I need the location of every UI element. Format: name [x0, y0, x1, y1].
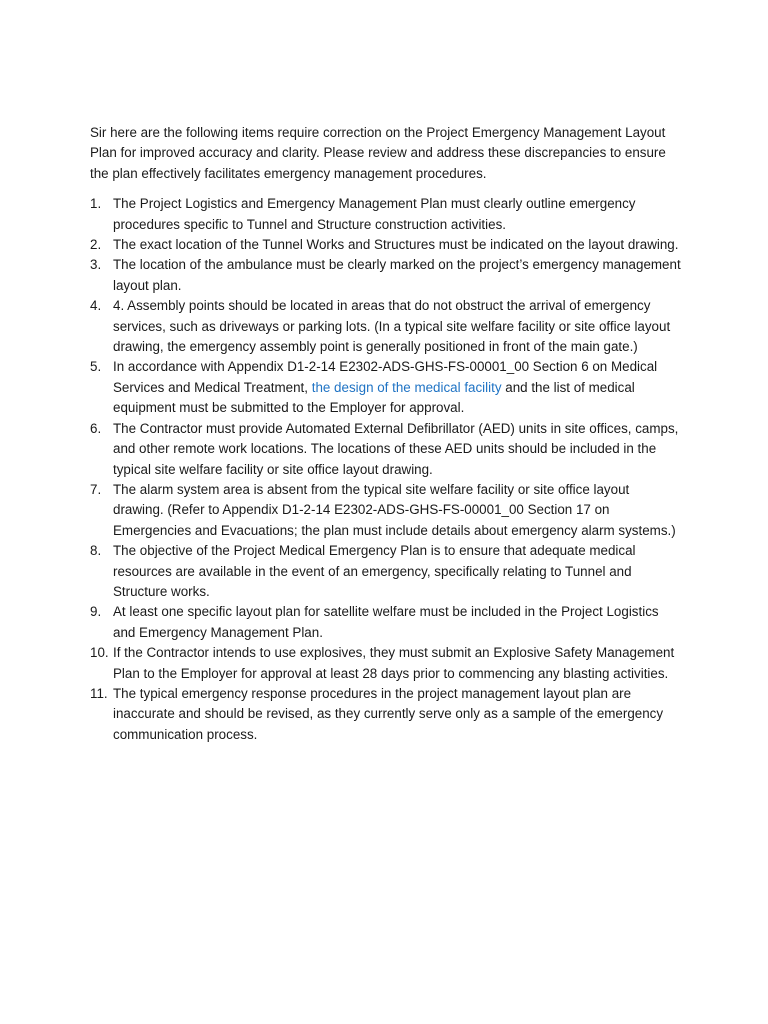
correction-list	[90, 194, 682, 745]
list-item	[90, 684, 682, 745]
item-number: 8.	[90, 543, 102, 559]
item-number: 4.	[90, 298, 102, 314]
item-text: The location of the ambulance must be clearly marked on the project’s emergency management layout plan.	[113, 257, 681, 293]
list-item	[90, 419, 682, 480]
item-text: The Project Logistics and Emergency Management Plan must clearly outline emergency procedures specific to Tunnel and Structure construction activities.	[113, 196, 636, 232]
list-item	[90, 235, 682, 255]
item-text: If the Contractor intends to use explosives, they must submit an Explosive Safety Management Plan to the Employer for approval at least 28 days prior to commencing any blasting activities.	[113, 645, 675, 681]
item-number: 2.	[90, 237, 102, 253]
item-number: 1.	[90, 196, 102, 212]
item-text: The typical emergency response procedures in the project management layout plan are inaccurate and should be revised, as they currently serve only as a sample of the emergency communication process.	[113, 685, 664, 742]
item-text-after-link: and the list of medical equipment must be submitted to the Employer for approval.	[113, 379, 635, 416]
document-page	[90, 123, 682, 745]
list-item	[90, 255, 682, 296]
item-number: 3.	[90, 257, 102, 273]
intro-paragraph: Sir here are the following items require correction on the Project Emergency Management Layout Plan for improved accuracy and clarity. Please review and address these discrepancies to ensure the plan effectively facilitates emergency management procedures.	[90, 125, 666, 181]
item-number: 11.	[90, 685, 108, 701]
item-number: 6.	[90, 420, 102, 436]
list-item	[90, 357, 682, 418]
item-number: 10.	[90, 645, 109, 661]
list-item	[90, 602, 682, 643]
list-item	[90, 194, 682, 235]
item-text: The objective of the Project Medical Emergency Plan is to ensure that adequate medical resources are available in the event of an emergency, specifically relating to Tunnel and Structure works.	[113, 543, 636, 599]
item-text: The exact location of the Tunnel Works and Structures must be indicated on the layout drawing.	[113, 237, 679, 253]
list-item	[90, 480, 682, 541]
item-text: The Contractor must provide Automated External Defibrillator (AED) units in site offices, camps, and other remote work locations. The locations of these AED units should be included in the typical site welfare facility or site office layout drawing.	[113, 420, 679, 477]
list-item	[90, 541, 682, 602]
item-text: 4. Assembly points should be located in areas that do not obstruct the arrival of emergency services, such as driveways or parking lots. (In a typical site welfare facility or site office layout drawing, the emergency assembly point is generally positioned in front of the main gate.)	[113, 298, 671, 355]
list-item	[90, 296, 682, 357]
item-number: 5.	[90, 359, 102, 375]
item-text: At least one specific layout plan for satellite welfare must be included in the Project Logistics and Emergency Management Plan.	[113, 604, 659, 640]
medical-facility-design-link[interactable]: the design of the medical facility	[311, 379, 502, 395]
item-number: 7.	[90, 481, 102, 497]
item-text: The alarm system area is absent from the typical site welfare facility or site office layout drawing. (Refer to Appendix D1-2-14 E2302-ADS-GHS-FS-00001_00 Section 17 on Emergencies and Evacuations; the plan must include details about emergency alarm systems.)	[113, 481, 676, 538]
item-number: 9.	[90, 604, 102, 620]
item-text-before-link: In accordance with Appendix D1-2-14 E2302-ADS-GHS-FS-00001_00 Section 6 on Medical Services and Medical Treatment,	[113, 359, 658, 395]
list-item	[90, 643, 682, 684]
